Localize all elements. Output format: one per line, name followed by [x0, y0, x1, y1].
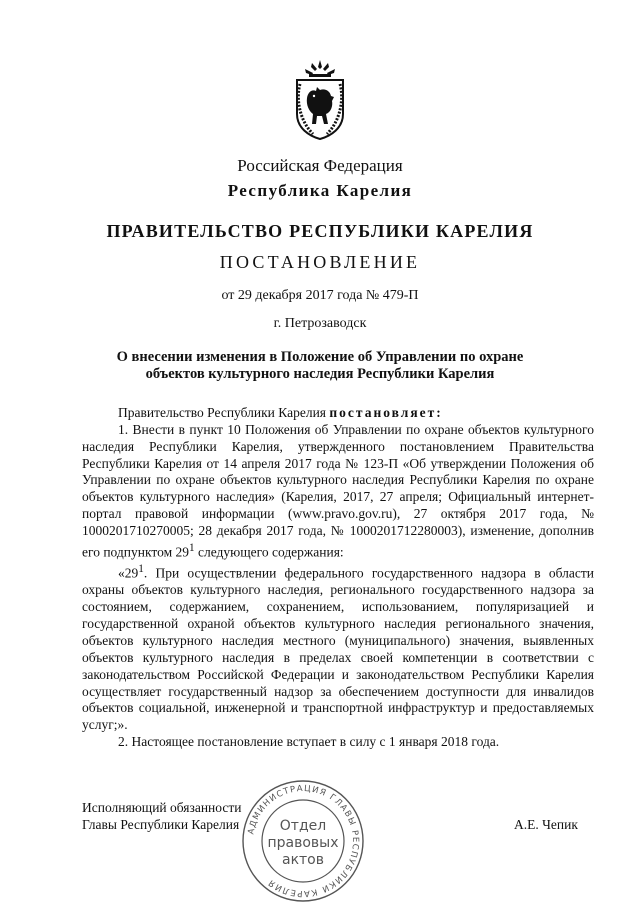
- quoted-subitem-text: . При осуществлении федерального государственного надзора в области охраны объектов культурного наследия, регионального государственного надзора за состоянием, содержанием, сохранением, использованием, популяризацией и государственной охраной объектов культурного наследия регионального значения, объектов культурного наследия местного (муниципального) значения, выявленных объектов культурного наследия в пределах своей компетенции в соответствии с законодательством Российской Федерации и законодательством Республики Карелия осуществляет государственный надзор за обеспечением доступности для инвалидов объектов социальной, инженерной и транспортной инфраструктур и предоставляемых услуг;».: [82, 565, 594, 733]
- item-1-tail: следующего содержания:: [194, 544, 344, 560]
- intro-paragraph: [82, 405, 594, 422]
- stamp-ring-text: АДМИНИСТРАЦИЯ ГЛАВЫ РЕСПУБЛИКИ КАРЕЛИЯ: [246, 783, 361, 899]
- stamp-line-3: актов: [281, 852, 325, 868]
- karelia-coat-of-arms-icon: [293, 58, 347, 140]
- intro-decree-word: постановляет:: [329, 405, 443, 420]
- item-2-paragraph: [82, 734, 594, 751]
- item-1-superscript: 1: [189, 541, 195, 554]
- quoted-subitem-superscript: 1: [138, 563, 144, 576]
- item-1-text: 1. Внести в пункт 10 Положения об Управлении по охране объектов культурного наследия Республики Карелия, утвержденного постановлением Правительства Республики Карелия от 14 апреля 2017 года № 123-П «Об утверждении Положения об Управлении по охране объектов культурного наследия Республики Карелия по охране объектов культурного наследия» (Карелия, 2017, 27 апреля; Официальный интернет-портал правовой информации (www.pravo.gov.ru), 27 октября 2017 года, № 1000201710270005; 28 декабря 2017 года, № 1000201712280003), изменение, дополнив его подпунктом 29: [82, 421, 594, 560]
- quoted-subitem-number: «29: [118, 565, 139, 581]
- region-name: Республика Карелия: [227, 181, 413, 200]
- signatory-name: А.Е. Чепик: [514, 817, 578, 832]
- item-1-paragraph: [82, 422, 594, 561]
- legal-department-stamp: [240, 778, 366, 904]
- item-2-text: 2. Настоящее постановление вступает в силу с 1 января 2018 года.: [118, 734, 500, 750]
- signatory-position: [82, 799, 241, 833]
- document-date-number: от 29 декабря 2017 года № 479-П: [221, 288, 419, 303]
- title-line-2: объектов культурного наследия Республики Карелия: [145, 366, 495, 382]
- intro-text: Правительство Республики Карелия: [118, 405, 330, 420]
- title-line-1: О внесении изменения в Положение об Управлении по охране: [116, 349, 524, 365]
- document-city: г. Петрозаводск: [273, 316, 367, 331]
- country-name: Российская Федерация: [237, 156, 403, 175]
- signatory-position-line-2: Главы Республики Карелия: [82, 817, 240, 832]
- government-name: ПРАВИТЕЛЬСТВО РЕСПУБЛИКИ КАРЕЛИЯ: [106, 221, 534, 241]
- quoted-subitem-paragraph: [82, 561, 594, 734]
- document-type: ПОСТАНОВЛЕНИЕ: [219, 252, 421, 272]
- document-body: [82, 405, 594, 751]
- stamp-line-2: правовых: [267, 835, 339, 851]
- stamp-line-1: Отдел: [279, 818, 327, 834]
- signatory-position-line-1: Исполняющий обязанности: [82, 800, 242, 815]
- document-title: [0, 349, 640, 383]
